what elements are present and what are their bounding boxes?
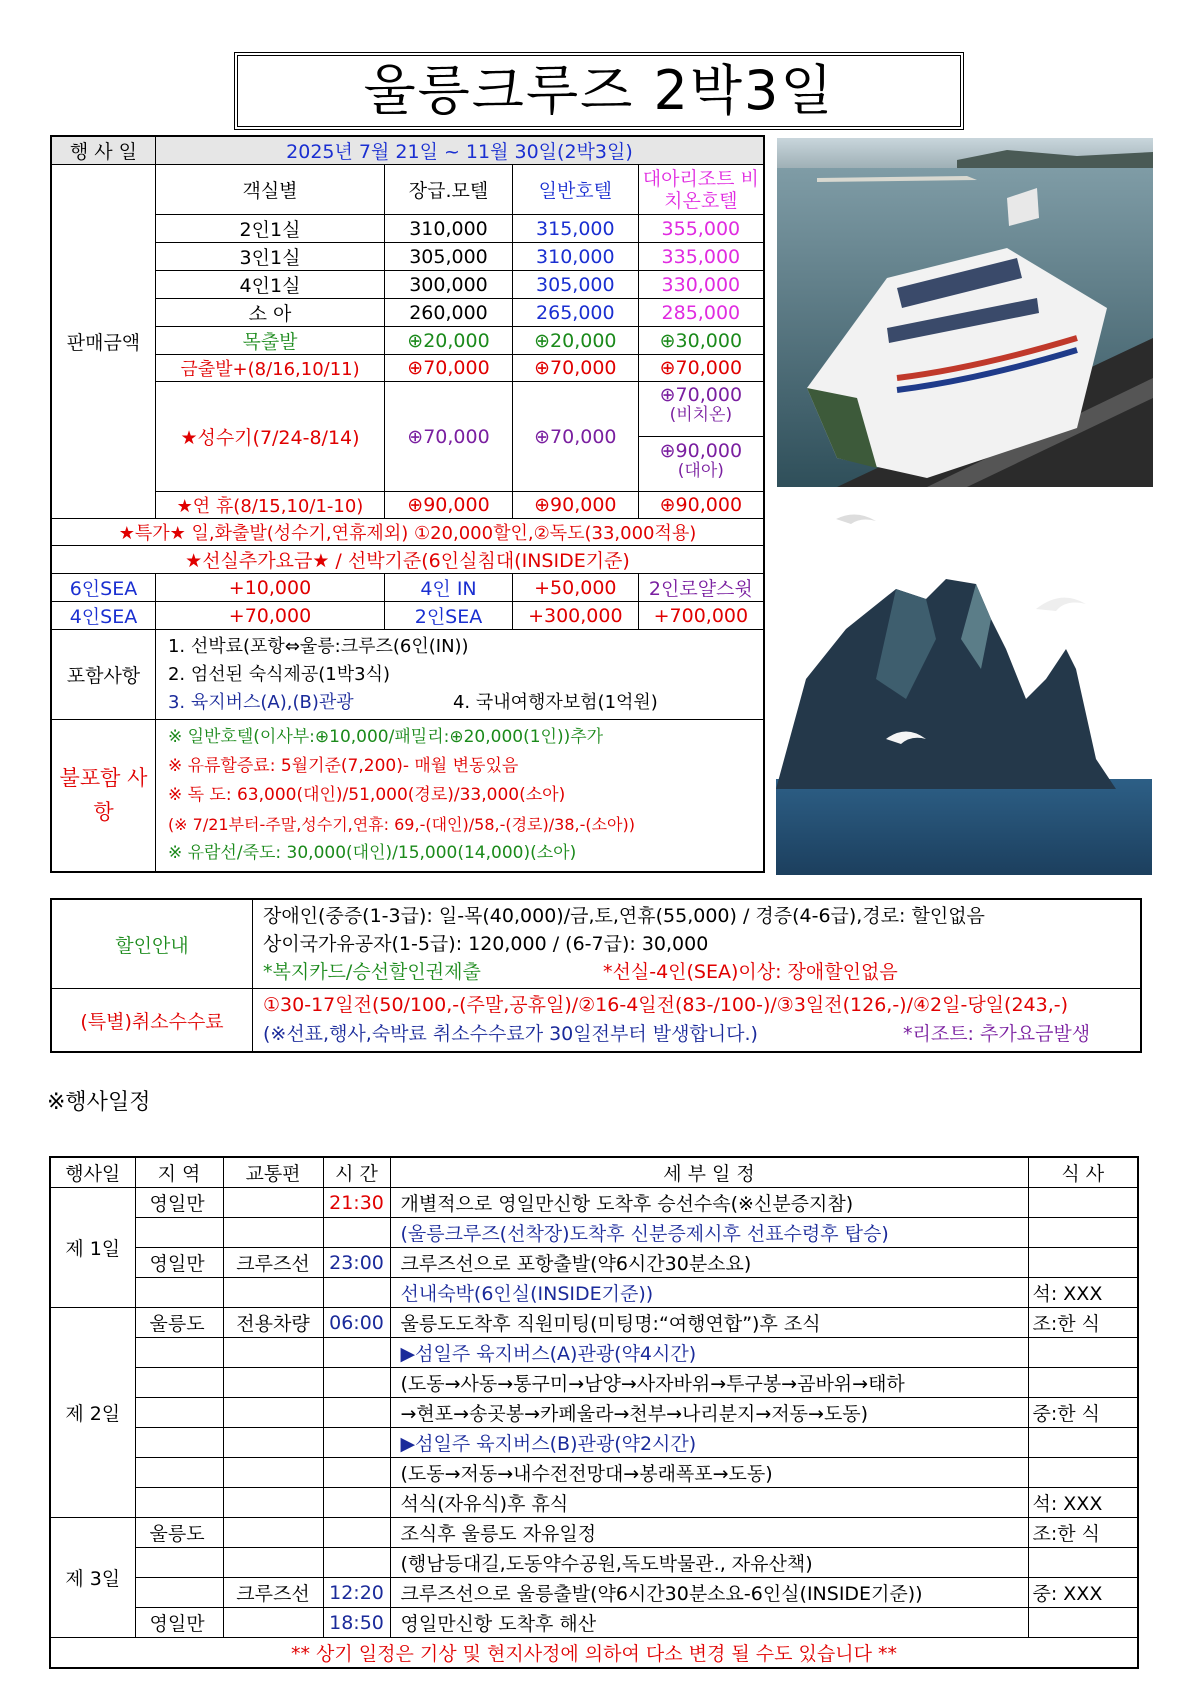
schedule-row	[50, 1578, 1138, 1608]
schedule-region	[135, 1218, 223, 1248]
price-cell: 330,000	[638, 271, 764, 299]
price-note: (비치온)	[669, 404, 733, 425]
schedule-time	[323, 1458, 390, 1488]
schedule-meal	[1028, 1608, 1138, 1638]
schedule-meal: 석: XXX	[1028, 1278, 1138, 1308]
schedule-row	[50, 1308, 1138, 1338]
price-cell: ⊕20,000	[512, 327, 638, 355]
schedule-meal: 중: XXX	[1028, 1578, 1138, 1608]
schedule-detail: (도동→저동→내수전전망대→봉래폭포→도동)	[390, 1458, 1028, 1488]
row-label: 4인1실	[155, 271, 384, 299]
schedule-meal	[1028, 1218, 1138, 1248]
incl-list	[155, 630, 764, 720]
discount-line: *복지카드/승선할인권제출	[263, 961, 481, 983]
schedule-time	[323, 1218, 390, 1248]
price-cell: 335,000	[638, 243, 764, 271]
price-cell: ⊕70,000	[512, 355, 638, 382]
schedule-row	[50, 1338, 1138, 1368]
schedule-footer: ** 상기 일정은 기상 및 현지사정에 의하여 다소 변경 될 수도 있습니다 **	[50, 1638, 1138, 1669]
schedule-row	[50, 1458, 1138, 1488]
incl-item: 4. 국내여행자보험(1억원)	[452, 691, 658, 713]
schedule-detail: 선내숙박(6인실(INSIDE기준))	[390, 1278, 1028, 1308]
schedule-detail: ▶섬일주 육지버스(A)관광(약4시간)	[390, 1338, 1028, 1368]
schedule-transport: 전용차량	[223, 1308, 323, 1338]
col-header-room: 객실별	[155, 165, 384, 215]
schedule-time	[323, 1338, 390, 1368]
dokdo-photo-svg	[776, 499, 1152, 875]
schedule-time	[323, 1398, 390, 1428]
schedule-time: 18:50	[323, 1608, 390, 1638]
price-cell: 310,000	[385, 215, 513, 243]
schedule-transport: 크루즈선	[223, 1578, 323, 1608]
schedule-transport	[223, 1368, 323, 1398]
cancel-line: *리조트: 추가요금발생	[903, 1023, 1091, 1045]
cabin-cell: 2인로얄스윗	[638, 574, 764, 602]
schedule-time	[323, 1428, 390, 1458]
price-table	[50, 135, 765, 873]
schedule-meal	[1028, 1338, 1138, 1368]
excl-label: 불포함 사항	[51, 720, 155, 872]
schedule-transport	[223, 1278, 323, 1308]
schedule-detail: 울릉도도착후 직원미팅(미팅명:“여행연합”)후 조식	[390, 1308, 1028, 1338]
price-cell: ⊕90,000	[638, 492, 764, 519]
schedule-time: 06:00	[323, 1308, 390, 1338]
price-cell: 355,000	[638, 215, 764, 243]
schedule-transport	[223, 1518, 323, 1548]
cancel-content	[253, 989, 1142, 1053]
row-label: 3인1실	[155, 243, 384, 271]
schedule-detail: (행남등대길,도동약수공원,독도박물관., 자유산책)	[390, 1548, 1028, 1578]
row-label: 금출발+(8/16,10/11)	[155, 355, 384, 382]
sched-header: 시 간	[323, 1157, 390, 1188]
col-header-motel: 장급.모텔	[385, 165, 513, 215]
cancel-line: ①30-17일전(50/100,-(주말,공휴일)/②16-4일전(83-/100-)/③3일전(126,-)/④2일-당일(243,-)	[263, 994, 1069, 1016]
schedule-time	[323, 1488, 390, 1518]
schedule-meal	[1028, 1368, 1138, 1398]
schedule-transport	[223, 1488, 323, 1518]
schedule-region: 울릉도	[135, 1518, 223, 1548]
schedule-row	[50, 1608, 1138, 1638]
schedule-region: 영일만	[135, 1248, 223, 1278]
cabin-cell: +300,000	[512, 602, 638, 630]
price-cell: ⊕90,000	[385, 492, 513, 519]
sales-label: 판매금액	[51, 165, 155, 519]
holiday-label: ★연 휴(8/15,10/1-10)	[155, 492, 384, 519]
price-cell: ⊕30,000	[638, 327, 764, 355]
page-title-box	[234, 52, 964, 130]
schedule-region	[135, 1548, 223, 1578]
schedule-time	[323, 1548, 390, 1578]
schedule-transport	[223, 1428, 323, 1458]
excl-item: (※ 7/21부터-주말,성수기,연휴: 69,-(대인)/58,-(경로)/38,-(소아))	[167, 814, 635, 834]
price-cell: 265,000	[512, 299, 638, 327]
cabin-cell: 2인SEA	[385, 602, 513, 630]
sched-header: 교통편	[223, 1157, 323, 1188]
incl-item: 2. 엄선된 숙식제공(1박3식)	[167, 663, 390, 685]
period-value: 2025년 7월 21일 ~ 11월 30일(2박3일)	[155, 136, 764, 165]
excl-item: ※ 일반호텔(이사부:⊕10,000/패밀리:⊕20,000(1인))추가	[167, 726, 604, 747]
schedule-transport	[223, 1338, 323, 1368]
schedule-row	[50, 1488, 1138, 1518]
discount-table	[50, 898, 1142, 1053]
sched-header: 식 사	[1028, 1157, 1138, 1188]
price-cell: 260,000	[385, 299, 513, 327]
schedule-meal	[1028, 1188, 1138, 1218]
schedule-row	[50, 1248, 1138, 1278]
page-title: 울릉크루즈 2박3일	[363, 59, 835, 122]
schedule-day-label: 제 3일	[50, 1518, 135, 1638]
schedule-region: 영일만	[135, 1188, 223, 1218]
schedule-detail: (울릉크루즈(선착장)도착후 신분증제시후 선표수령후 탑승)	[390, 1218, 1028, 1248]
schedule-meal: 석: XXX	[1028, 1488, 1138, 1518]
discount-content	[253, 899, 1142, 989]
schedule-region	[135, 1428, 223, 1458]
schedule-detail: 조식후 울릉도 자유일정	[390, 1518, 1028, 1548]
schedule-region: 영일만	[135, 1608, 223, 1638]
price-cell: ⊕20,000	[385, 327, 513, 355]
schedule-time: 23:00	[323, 1248, 390, 1278]
schedule-transport	[223, 1458, 323, 1488]
schedule-time	[323, 1278, 390, 1308]
schedule-region	[135, 1338, 223, 1368]
schedule-time: 21:30	[323, 1188, 390, 1218]
schedule-meal: 중:한 식	[1028, 1398, 1138, 1428]
price-cell: 285,000	[638, 299, 764, 327]
schedule-row	[50, 1218, 1138, 1248]
schedule-meal: 조:한 식	[1028, 1308, 1138, 1338]
period-label: 행 사 일	[51, 136, 155, 165]
schedule-detail: (도동→사동→통구미→남양→사자바위→투구봉→곰바위→태하	[390, 1368, 1028, 1398]
schedule-meal	[1028, 1458, 1138, 1488]
sched-header: 행사일	[50, 1157, 135, 1188]
sched-header: 지 역	[135, 1157, 223, 1188]
schedule-transport: 크루즈선	[223, 1248, 323, 1278]
schedule-row	[50, 1188, 1138, 1218]
discount-line: *선실-4인(SEA)이상: 장애할인없음	[603, 961, 898, 983]
cabin-cell: 4인 IN	[385, 574, 513, 602]
schedule-footer-row	[50, 1638, 1138, 1669]
cabin-cell: +10,000	[155, 574, 384, 602]
schedule-detail: 영일만신항 도착후 해산	[390, 1608, 1028, 1638]
schedule-meal	[1028, 1248, 1138, 1278]
cabin-cell: +700,000	[638, 602, 764, 630]
schedule-region	[135, 1368, 223, 1398]
schedule-time	[323, 1518, 390, 1548]
special-offer: ★특가★ 일,화출발(성수기,연휴제외) ①20,000할인,②독도(33,000적용)	[51, 519, 764, 546]
price-cell: 310,000	[512, 243, 638, 271]
excl-item: ※ 유류할증료: 5월기준(7,200)- 매월 변동있음	[167, 755, 519, 776]
schedule-region	[135, 1488, 223, 1518]
schedule-transport	[223, 1608, 323, 1638]
price-cell: 305,000	[385, 243, 513, 271]
dokdo-photo	[776, 499, 1152, 875]
price-cell: 315,000	[512, 215, 638, 243]
schedule-table	[49, 1156, 1139, 1669]
price-cell: ⊕70,000	[385, 382, 513, 492]
col-header-hotel: 일반호텔	[512, 165, 638, 215]
schedule-detail: 크루즈선으로 포항출발(약6시간30분소요)	[390, 1248, 1028, 1278]
incl-item: 3. 육지버스(A),(B)관광	[167, 691, 354, 713]
schedule-region: 울릉도	[135, 1308, 223, 1338]
excl-item: ※ 유람선/죽도: 30,000(대인)/15,000(14,000)(소아)	[167, 842, 577, 863]
price-cell: ⊕70,000	[659, 383, 743, 406]
schedule-title: ※행사일정	[47, 1090, 151, 1115]
excl-list	[155, 720, 764, 872]
schedule-region	[135, 1398, 223, 1428]
schedule-row	[50, 1368, 1138, 1398]
col-header-resort: 대아리조트 비치온호텔	[638, 165, 764, 215]
discount-label: 할인안내	[51, 899, 253, 989]
schedule-row	[50, 1398, 1138, 1428]
schedule-meal: 조:한 식	[1028, 1518, 1138, 1548]
excl-item: ※ 독 도: 63,000(대인)/51,000(경로)/33,000(소아)	[167, 784, 566, 805]
schedule-transport	[223, 1188, 323, 1218]
sched-header: 세 부 일 정	[390, 1157, 1028, 1188]
peak-resort-cell	[638, 382, 764, 492]
price-cell: 300,000	[385, 271, 513, 299]
schedule-time	[323, 1368, 390, 1398]
schedule-row	[50, 1548, 1138, 1578]
schedule-region	[135, 1578, 223, 1608]
cancel-label: (특별)취소수수료	[51, 989, 253, 1053]
cabin-cell: +70,000	[155, 602, 384, 630]
schedule-day-label: 제 1일	[50, 1188, 135, 1308]
schedule-row	[50, 1278, 1138, 1308]
cabin-cell: +50,000	[512, 574, 638, 602]
schedule-detail: 석식(자유식)후 휴식	[390, 1488, 1028, 1518]
schedule-region	[135, 1278, 223, 1308]
ferry-photo	[777, 138, 1153, 487]
ferry-photo-svg	[777, 138, 1153, 487]
schedule-detail: 개별적으로 영일만신항 도착후 승선수속(※신분증지참)	[390, 1188, 1028, 1218]
price-cell: ⊕90,000	[512, 492, 638, 519]
price-cell: ⊕70,000	[385, 355, 513, 382]
price-cell: ⊕70,000	[638, 355, 764, 382]
discount-line: 상이국가유공자(1-5급): 120,000 / (6-7급): 30,000	[263, 933, 709, 955]
price-cell: ⊕70,000	[512, 382, 638, 492]
cancel-line: (※선표,행사,숙박료 취소수수료가 30일전부터 발생합니다.)	[263, 1023, 758, 1045]
schedule-meal	[1028, 1548, 1138, 1578]
price-cell: 305,000	[512, 271, 638, 299]
row-label: 소 아	[155, 299, 384, 327]
schedule-time: 12:20	[323, 1578, 390, 1608]
incl-label: 포함사항	[51, 630, 155, 720]
schedule-detail: →현포→송곳봉→카페울라→천부→나리분지→저동→도동)	[390, 1398, 1028, 1428]
schedule-row	[50, 1428, 1138, 1458]
cabin-title: ★선실추가요금★ / 선박기준(6인실침대(INSIDE기준)	[51, 546, 764, 574]
discount-line: 장애인(중증(1-3급): 일-목(40,000)/금,토,연휴(55,000) / 경증(4-6급),경로: 할인없음	[263, 905, 985, 927]
schedule-transport	[223, 1398, 323, 1428]
schedule-meal	[1028, 1428, 1138, 1458]
cabin-cell: 4인SEA	[51, 602, 155, 630]
schedule-day-label: 제 2일	[50, 1308, 135, 1518]
peak-label: ★성수기(7/24-8/14)	[155, 382, 384, 492]
cabin-cell: 6인SEA	[51, 574, 155, 602]
schedule-detail: 크루즈선으로 울릉출발(약6시간30분소요-6인실(INSIDE기준))	[390, 1578, 1028, 1608]
schedule-detail: ▶섬일주 육지버스(B)관광(약2시간)	[390, 1428, 1028, 1458]
schedule-region	[135, 1458, 223, 1488]
price-note: (대아)	[677, 460, 724, 481]
schedule-row	[50, 1518, 1138, 1548]
incl-item: 1. 선박료(포항⇔울릉:크루즈(6인(IN))	[167, 635, 469, 657]
schedule-transport	[223, 1218, 323, 1248]
schedule-transport	[223, 1548, 323, 1578]
row-label: 목출발	[155, 327, 384, 355]
row-label: 2인1실	[155, 215, 384, 243]
price-cell: ⊕90,000	[659, 439, 743, 462]
